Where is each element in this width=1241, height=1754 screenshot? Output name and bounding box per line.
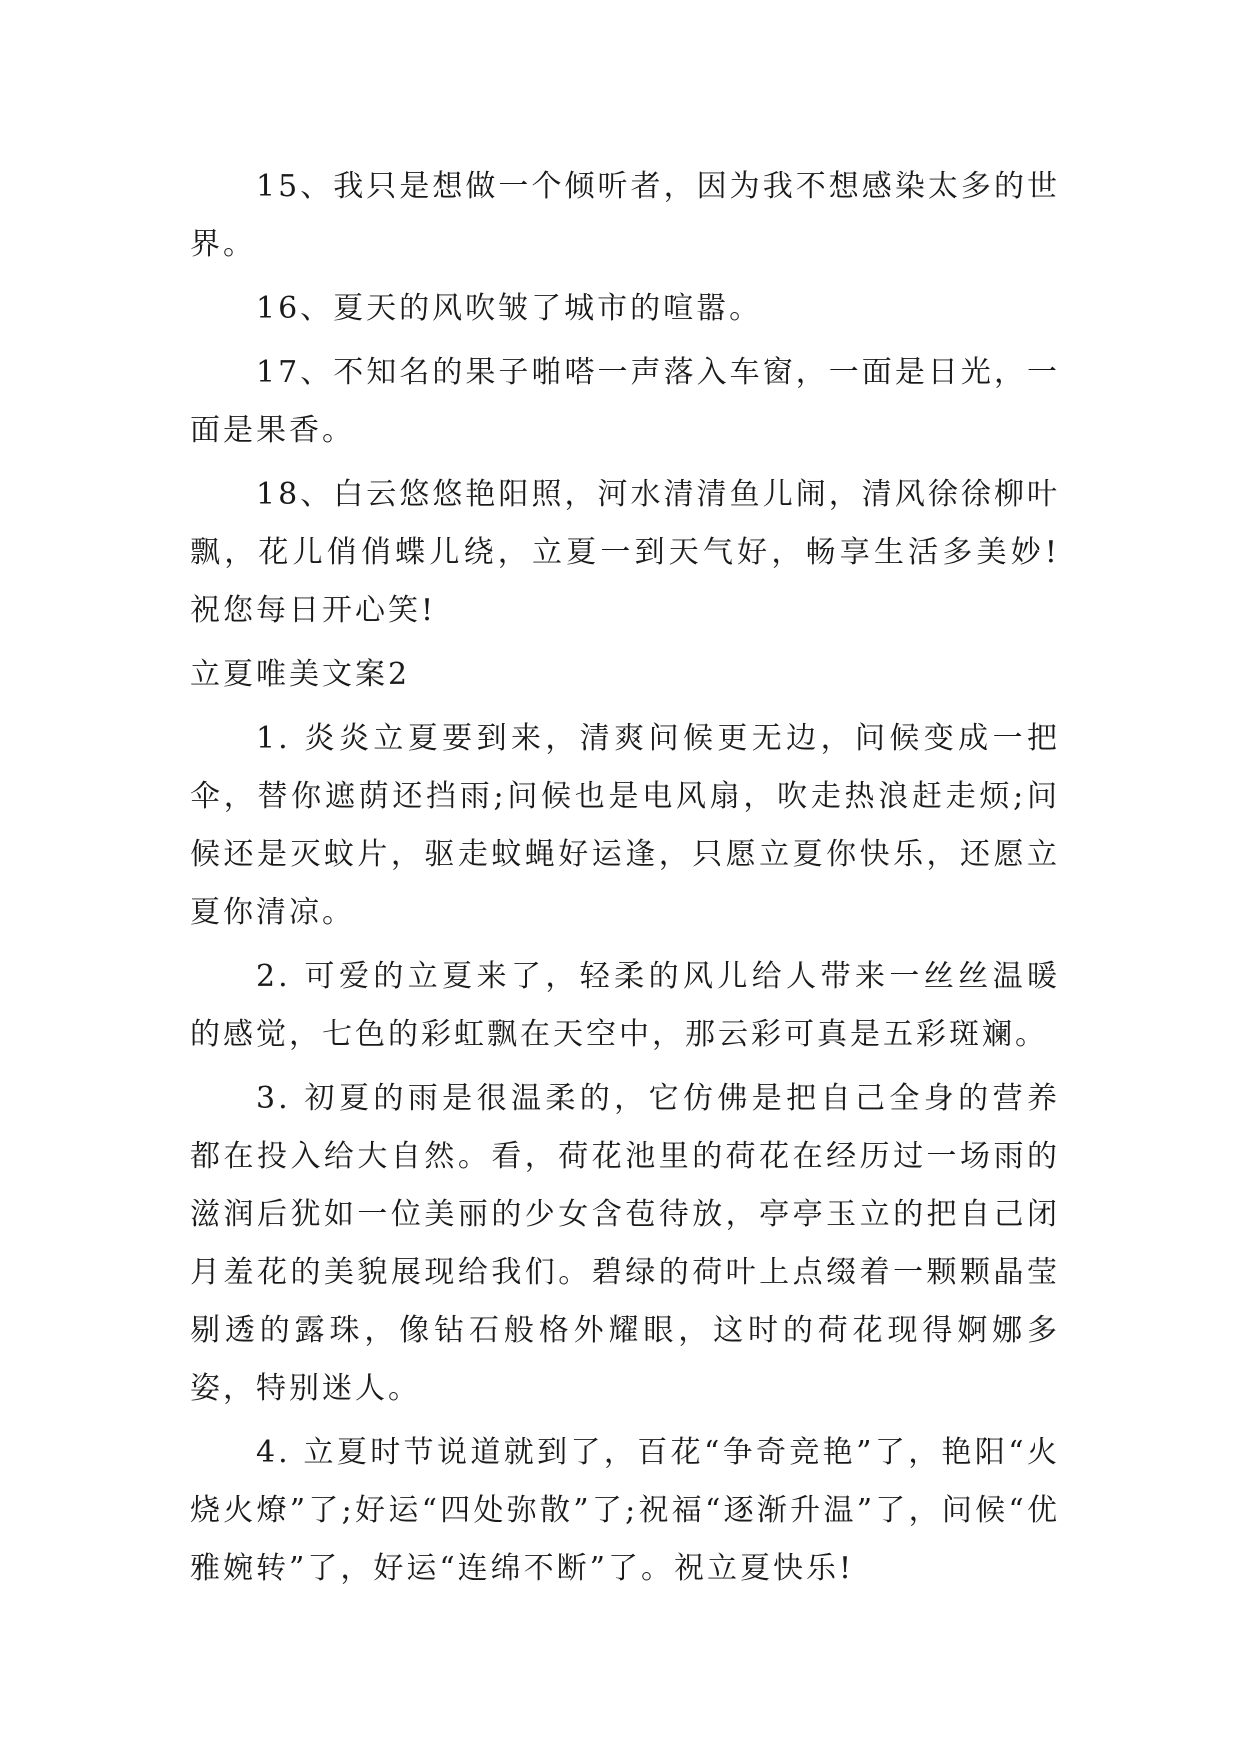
section-heading: 立夏唯美文案2: [190, 657, 411, 692]
paragraph-2: 2. 可爱的立夏来了，轻柔的风儿给人带来一丝丝温暖的感觉，七色的彩虹飘在天空中，那云彩可真是五彩斑斓。: [190, 959, 1060, 1052]
paragraph-1: 1. 炎炎立夏要到来，清爽问候更无边，问候变成一把伞，替你遮荫还挡雨;问候也是电风扇，吹走热浪赶走烦;问候还是灭蚊片，驱走蚊蝇好运逢，只愿立夏你快乐，还愿立夏你清凉。: [190, 721, 1060, 930]
paragraph-18: 18、白云悠悠艳阳照，河水清清鱼儿闹，清风徐徐柳叶飘，花儿俏俏蝶儿绕，立夏一到天气好，畅享生活多美妙!祝您每日开心笑!: [190, 477, 1060, 628]
paragraph-15: 15、我只是想做一个倾听者，因为我不想感染太多的世界。: [190, 169, 1060, 262]
paragraph-3: 3. 初夏的雨是很温柔的，它仿佛是把自己全身的营养都在投入给大自然。看，荷花池里的荷花在经历过一场雨的滋润后犹如一位美丽的少女含苞待放，亭亭玉立的把自己闭月羞花的美貌展现给我们。碧绿的荷叶上点缀着一颗颗晶莹剔透的露珠，像钻石般格外耀眼，这时的荷花现得婀娜多姿，特别迷人。: [190, 1081, 1060, 1406]
paragraph-16: 16、夏天的风吹皱了城市的喧嚣。: [256, 291, 763, 326]
document-body: [190, 158, 1060, 1604]
paragraph-4: 4. 立夏时节说道就到了，百花“争奇竞艳”了，艳阳“火烧火燎”了;好运“四处弥散”了;祝福“逐渐升温”了，问候“优雅婉转”了，好运“连绵不断”了。祝立夏快乐!: [190, 1435, 1060, 1586]
paragraph-17: 17、不知名的果子啪嗒一声落入车窗，一面是日光，一面是果香。: [190, 355, 1060, 448]
